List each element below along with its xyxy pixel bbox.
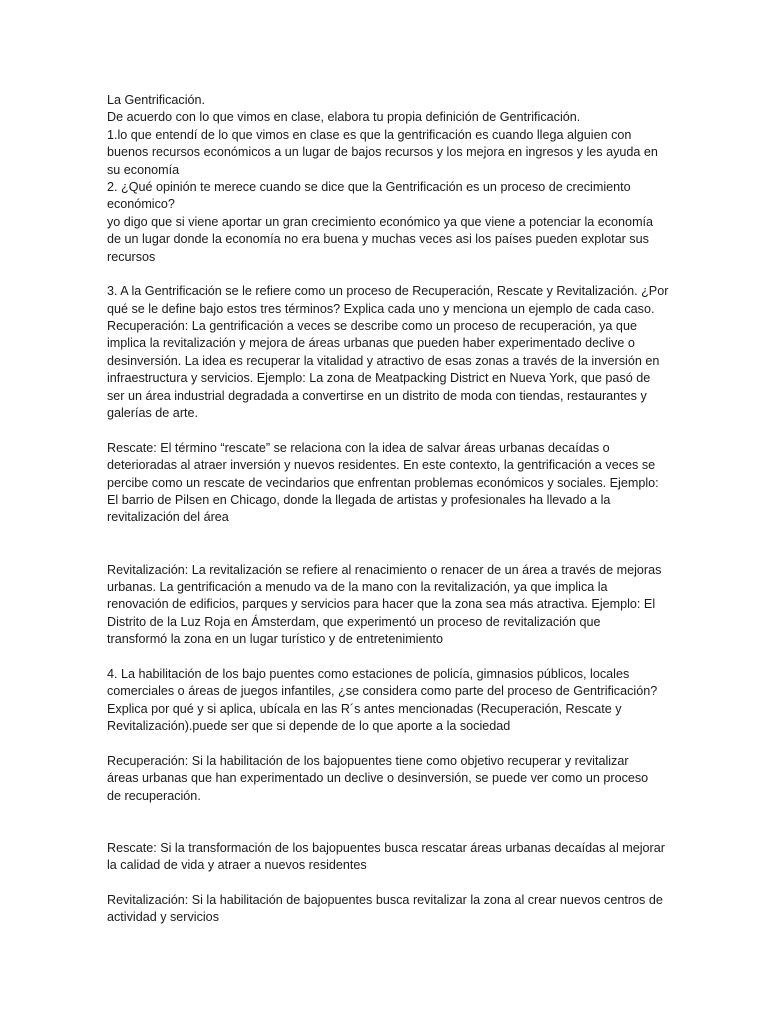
paragraph-spacer	[107, 875, 659, 892]
paragraph-spacer	[107, 735, 659, 752]
paragraph	[107, 666, 659, 736]
text-line: galerías de arte.	[107, 406, 199, 421]
text-line: de recuperación.	[107, 788, 201, 803]
text-line: renovación de edificios, parques y servicios para hacer que la zona sea más atractiva. Ejemplo: El	[107, 597, 656, 612]
text-line: 1.lo que entendí de lo que vimos en clase es que la gentrificación es cuando llega alguien con	[107, 127, 632, 142]
text-line: La Gentrificación.	[107, 93, 206, 107]
text-line: deterioradas al atraer inversión y nuevos residentes. En este contexto, la gentrificación a veces se	[107, 458, 656, 473]
text-line: Revitalización: La revitalización se refiere al renacimiento o renacer de un área a través de mejoras	[107, 562, 662, 577]
text-line: recursos	[107, 249, 156, 264]
paragraph-spacer	[107, 805, 659, 840]
text-line: su economía	[107, 162, 180, 177]
paragraph	[107, 283, 669, 422]
text-line: revitalización del área	[107, 510, 229, 525]
document-page	[107, 92, 669, 927]
text-line: de un lugar donde la economía no era buena y muchas veces asi los países pueden explotar sus	[107, 232, 649, 247]
text-line: Recuperación: Si la habilitación de los bajopuentes tiene como objetivo recuperar y revitalizar	[107, 753, 629, 768]
paragraph-spacer	[107, 266, 659, 283]
paragraph	[107, 840, 665, 875]
paragraph-spacer	[107, 527, 659, 562]
text-line: 2. ¿Qué opinión te merece cuando se dice que la Gentrificación es un proceso de crecimiento	[107, 179, 631, 194]
text-line: Rescate: El término “rescate” se relaciona con la idea de salvar áreas urbanas decaídas o	[107, 440, 610, 455]
text-line: transformó la zona en un lugar turístico y de entretenimiento	[107, 632, 444, 647]
text-line: urbanas. La gentrificación a menudo va de la mano con la revitalización, ya que implica la	[107, 579, 608, 594]
text-line: percibe como un rescate de vecindarios que enfrentan problemas económicos y sociales. Ejemplo:	[107, 475, 659, 490]
text-line: económico?	[107, 197, 175, 212]
text-line: Revitalización: Si la habilitación de bajopuentes busca revitalizar la zona al crear nuevos centros de	[107, 893, 663, 907]
text-line: buenos recursos económicos a un lugar de bajos recursos y los mejora en ingresos y les ayuda en	[107, 145, 658, 160]
text-line: Distrito de la Luz Roja en Ámsterdam, que experimentó un proceso de revitalización que	[107, 614, 601, 629]
paragraph	[107, 562, 662, 649]
text-line: desinversión. La idea es recuperar la vitalidad y atractivo de esas zonas a través de la inversión en	[107, 353, 660, 368]
paragraph-spacer	[107, 422, 659, 439]
text-line: actividad y servicios	[107, 910, 219, 925]
text-line: comerciales o áreas de juegos infantiles, ¿se considera como parte del proceso de Gentrificación?	[107, 684, 658, 699]
text-line: infraestructura y servicios. Ejemplo: La zona de Meatpacking District en Nueva York, que pasó de	[107, 371, 651, 386]
text-line: Recuperación: La gentrificación a veces se describe como un proceso de recuperación, ya que	[107, 319, 637, 334]
text-line: implica la revitalización y mejora de áreas urbanas que pueden haber experimentado declive o	[107, 336, 635, 351]
text-line: 4. La habilitación de los bajo puentes como estaciones de policía, gimnasios públicos, locales	[107, 666, 630, 681]
text-line: El barrio de Pilsen en Chicago, donde la llegada de artistas y profesionales ha llevado a la	[107, 492, 611, 507]
text-line: ser un área industrial degradada a convertirse en un distrito de moda con tiendas, restaurantes y	[107, 388, 647, 403]
text-line: De acuerdo con lo que vimos en clase, elabora tu propia definición de Gentrificación.	[107, 110, 581, 125]
text-line: Rescate: Si la transformación de los bajopuentes busca rescatar áreas urbanas decaídas al mejorar	[107, 840, 665, 855]
text-line: qué se le define bajo estos tres términos? Explica cada uno y menciona un ejemplo de cada caso.	[107, 301, 655, 316]
paragraph	[107, 892, 663, 927]
paragraph	[107, 753, 659, 805]
text-line: Explica por qué y si aplica, ubícala en las R´s antes mencionadas (Recuperación, Rescate y	[107, 701, 622, 716]
paragraph	[107, 92, 659, 266]
paragraph	[107, 440, 659, 527]
text-line: áreas urbanas que han experimentado un declive o desinversión, se puede ver como un proceso	[107, 771, 649, 786]
text-line: 3. A la Gentrificación se le refiere como un proceso de Recuperación, Rescate y Revitalización. ¿Por	[107, 284, 669, 299]
paragraph-spacer	[107, 649, 659, 666]
text-line: yo digo que si viene aportar un gran crecimiento económico ya que viene a potenciar la economía	[107, 214, 654, 229]
text-line: Revitalización).puede ser que si depende de lo que aporte a la sociedad	[107, 719, 511, 734]
text-line: la calidad de vida y atraer a nuevos residentes	[107, 858, 367, 873]
